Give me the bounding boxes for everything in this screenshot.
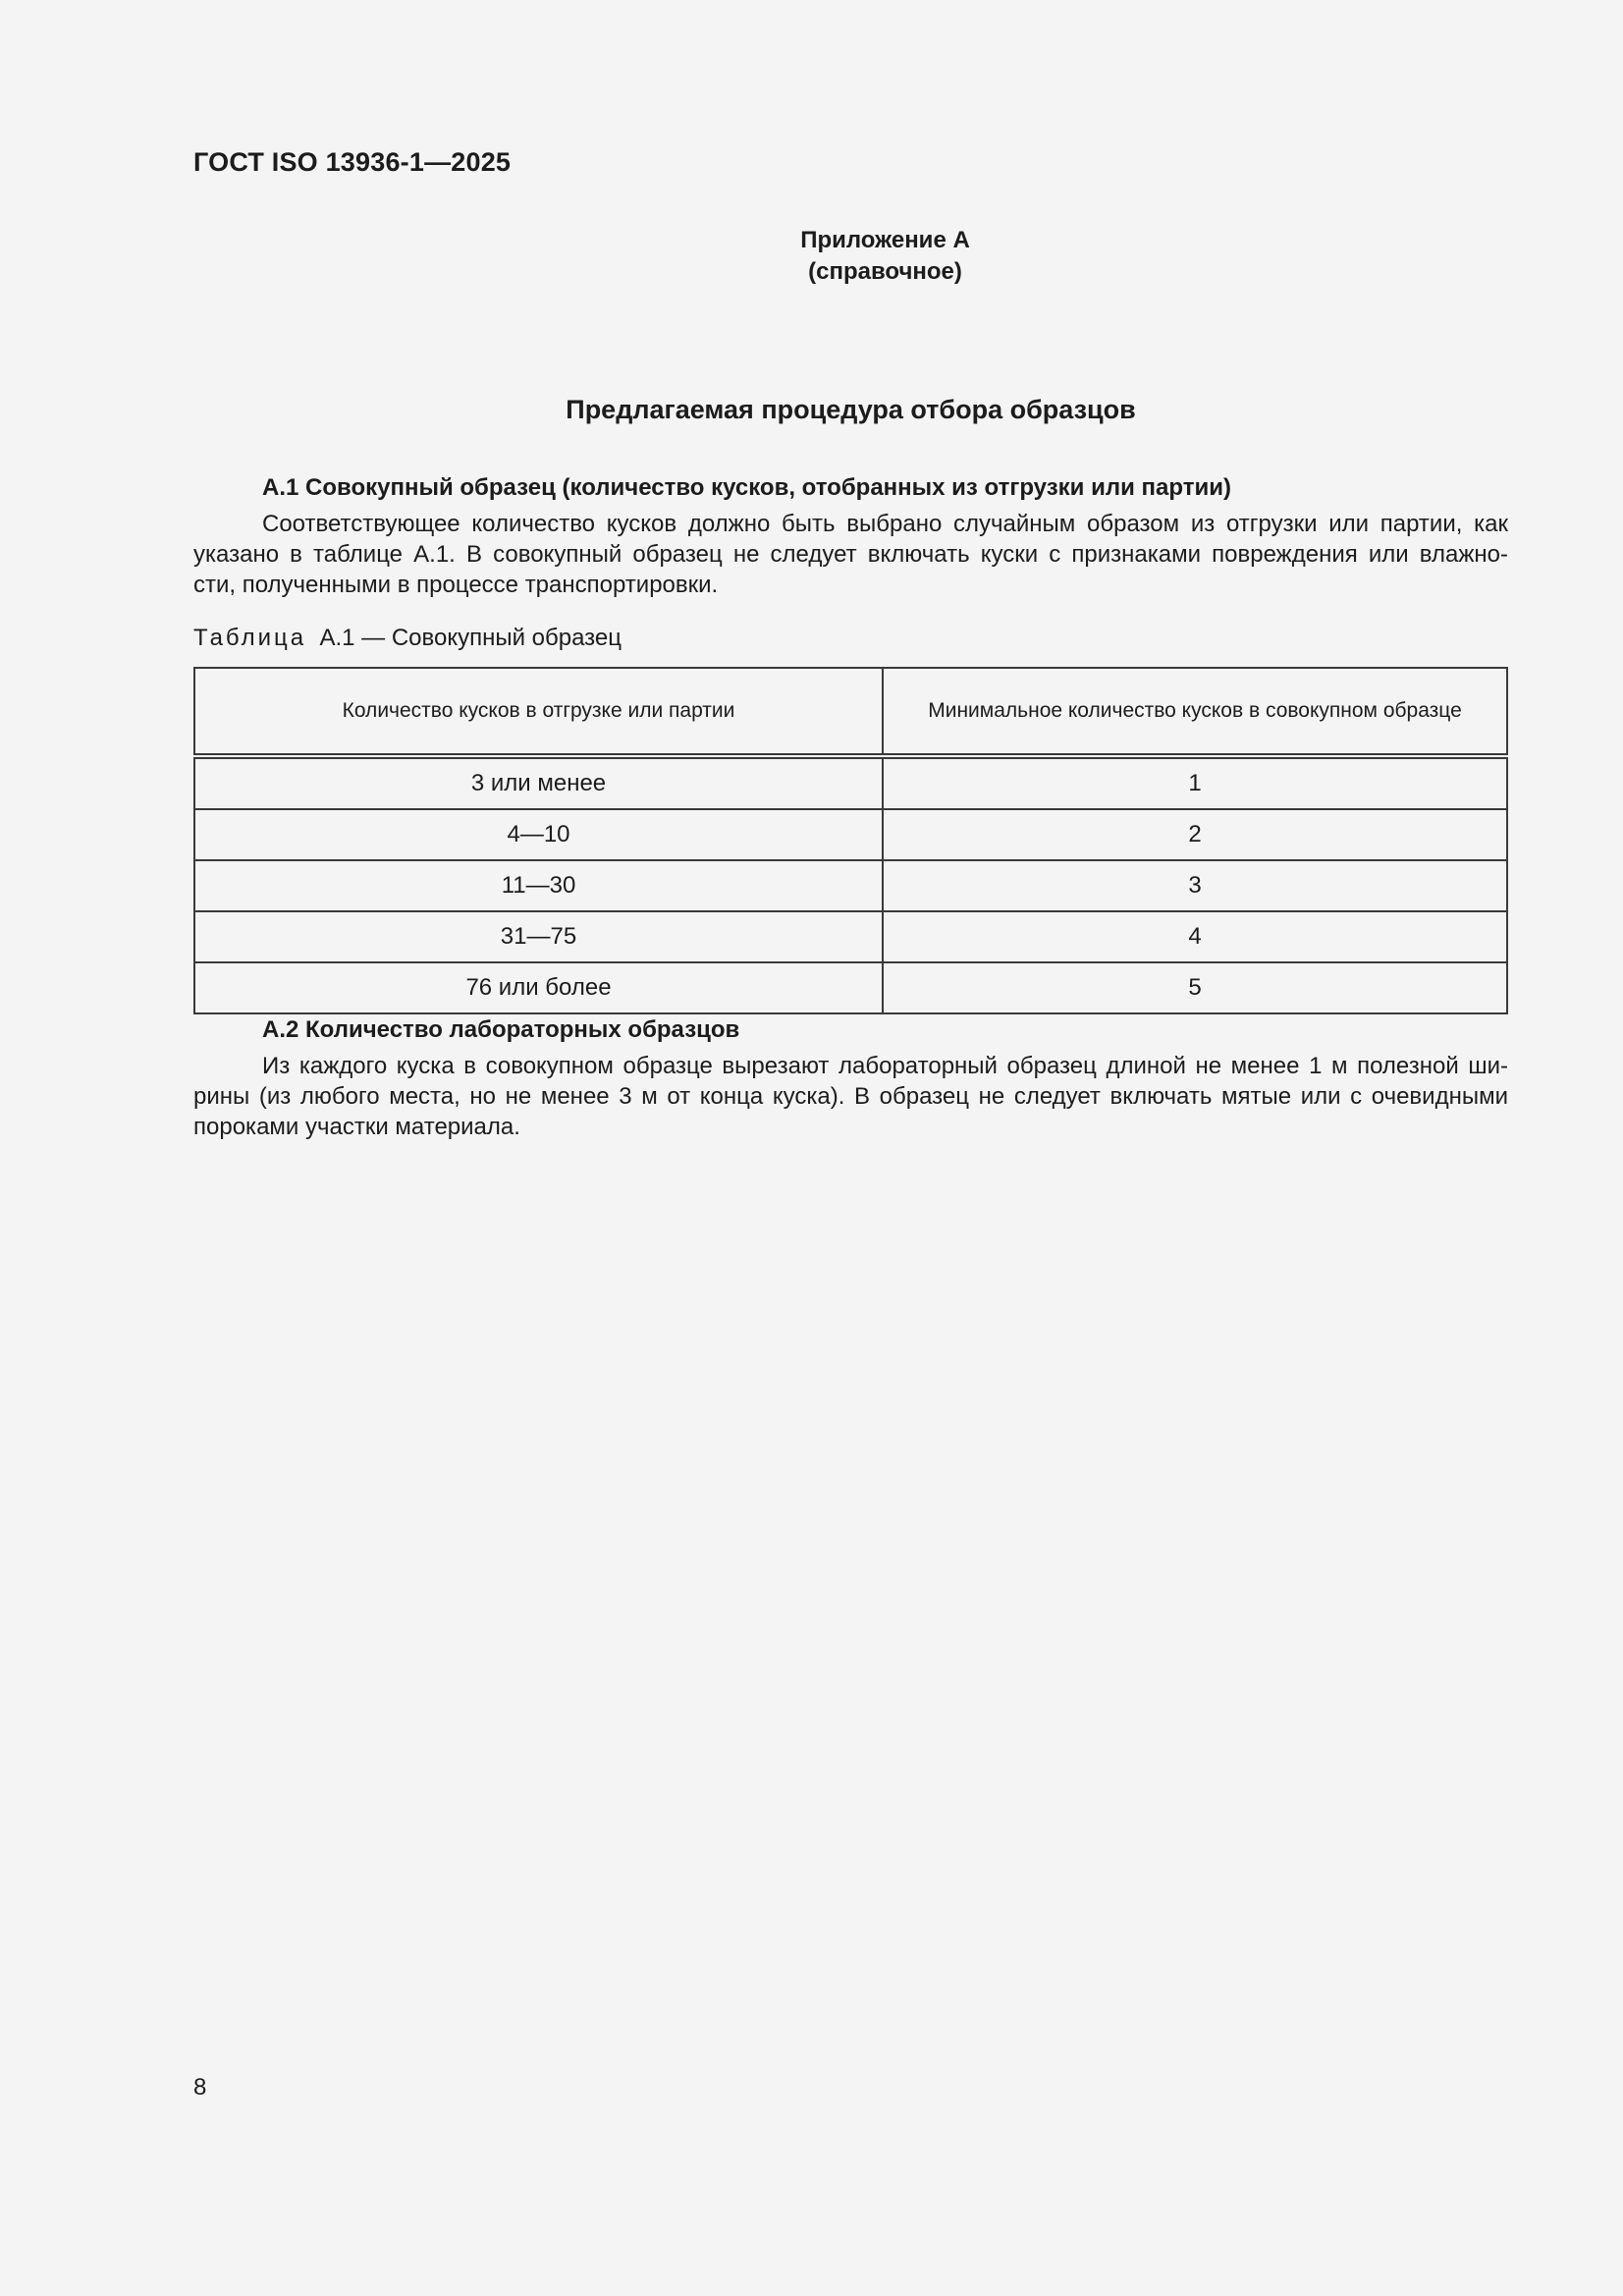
sample-size-table — [193, 667, 1508, 1014]
paragraph-line: рины (из любого места, но не менее 3 м от конца куска). В образец не следует включать мятые или с очевидными — [193, 1083, 1508, 1110]
table-cell: 3 — [883, 860, 1507, 911]
section-a2-heading: А.2 Количество лабораторных образцов — [262, 1016, 740, 1043]
table-cell: 4 — [883, 911, 1507, 962]
page-number: 8 — [193, 2074, 207, 2101]
column-header-shipment-pieces: Количество кусков в отгрузке или партии — [194, 668, 883, 756]
table-cell: 11—30 — [194, 860, 883, 911]
paragraph-line: Из каждого куска в совокупном образце вырезают лабораторный образец длиной не менее 1 м полезной ши- — [262, 1053, 1508, 1079]
table-cell: 76 или более — [194, 962, 883, 1013]
table-caption-prefix: Таблица — [193, 625, 307, 651]
appendix-heading: Предлагаемая процедура отбора образцов — [566, 395, 1136, 424]
table-row — [194, 962, 1507, 1013]
paragraph-line: Соответствующее количество кусков должно быть выбрано случайным образом из отгрузки или партии, как — [262, 511, 1508, 537]
appendix-type: (справочное) — [808, 258, 962, 285]
section-a1 — [193, 472, 1508, 600]
section-a1-heading: А.1 Совокупный образец (количество кусков, отобранных из отгрузки или партии) — [262, 474, 1231, 501]
table-row — [194, 911, 1507, 962]
table-cell: 3 или менее — [194, 756, 883, 809]
table-cell: 1 — [883, 756, 1507, 809]
table-caption — [193, 625, 622, 652]
paragraph-line: сти, полученными в процессе транспортировки. — [193, 572, 719, 598]
document-page — [193, 0, 1508, 2296]
column-header-min-pieces: Минимальное количество кусков в совокупном образце — [883, 668, 1507, 756]
section-a1-paragraph — [193, 509, 1508, 600]
document-code-header: ГОСТ ISO 13936-1—2025 — [193, 147, 512, 177]
table-header-row — [194, 668, 1507, 756]
table-caption-text: А.1 — Совокупный образец — [319, 625, 622, 651]
table-row — [194, 809, 1507, 860]
appendix-label — [193, 225, 1508, 288]
table-row — [194, 860, 1507, 911]
paragraph-line: указано в таблице А.1. В совокупный образец не следует включать куски с признаками повреждения или влажно- — [193, 541, 1508, 568]
table-cell: 4—10 — [194, 809, 883, 860]
appendix-title: Приложение А — [800, 227, 970, 253]
table-row — [194, 756, 1507, 809]
section-a2-paragraph — [193, 1051, 1508, 1142]
table-cell: 31—75 — [194, 911, 883, 962]
paragraph-line: пороками участки материала. — [193, 1114, 520, 1140]
table-cell: 2 — [883, 809, 1507, 860]
table-cell: 5 — [883, 962, 1507, 1013]
section-a2 — [193, 1014, 1508, 1142]
